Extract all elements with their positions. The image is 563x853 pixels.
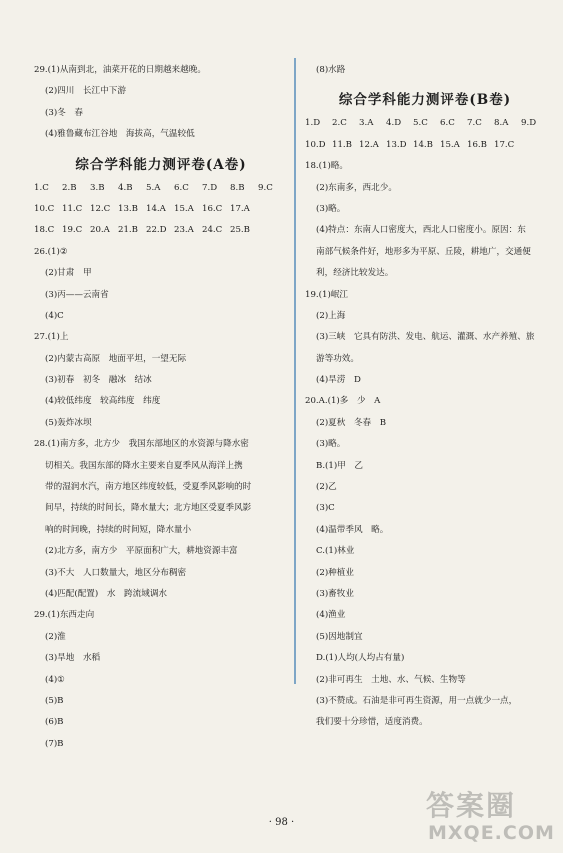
choice-answer: 16.B [467, 139, 487, 150]
choice-answer: 7.C [467, 118, 482, 129]
answer-line: (5)轰炸冰坝 [45, 417, 92, 428]
watermark-url: MXQE.COM [428, 822, 555, 844]
right-choice-answers [305, 117, 545, 160]
answer-line: (2)四川 长江中下游 [45, 86, 126, 97]
answer-line: (2)非可再生 土地、水、气候、生物等 [316, 674, 466, 685]
answer-line: (4)特点：东南人口密度大，西北人口密度小。原因：东 [316, 225, 526, 236]
choice-answer: 13.B [118, 203, 138, 214]
choice-answer-row [34, 182, 288, 203]
choice-answer: 10.D [305, 139, 326, 150]
answer-line: (2)上海 [316, 310, 346, 321]
answer-line: (3)三峡 它具有防洪、发电、航运、灌溉、水产养殖、旅 [316, 332, 535, 343]
answer-line: (4)匹配(配置) 水 跨流域调水 [45, 588, 168, 599]
choice-answer: 14.A [146, 203, 166, 214]
choice-answer: 5.C [413, 118, 428, 129]
left-written-answers [34, 246, 288, 759]
choice-answer-row [34, 203, 288, 224]
answer-line: 响的时间晚，持续的时间短，降水量小 [45, 524, 192, 535]
answer-line: 27.(1)上 [34, 332, 69, 343]
choice-answer: 3.A [359, 118, 374, 129]
choice-answer-row [34, 224, 288, 245]
answer-line: 带的湿润水汽，南方地区纬度较低，受夏季风影响的时 [45, 482, 252, 493]
answer-line: (8)水路 [316, 65, 346, 75]
right-written-answers [305, 160, 545, 738]
right-top-answers [305, 64, 545, 85]
choice-answer: 10.C [34, 203, 55, 214]
choice-answer: 16.C [202, 203, 223, 214]
choice-answer: 17.A [230, 203, 250, 214]
choice-answer: 11.C [62, 203, 83, 214]
choice-answer-row [305, 139, 545, 160]
answer-line: (6)B [45, 717, 64, 728]
answer-line: (3)C [316, 503, 335, 514]
answer-line: 18.(1)略。 [305, 161, 349, 172]
answer-line: (3)不大 人口数量大，地区分布稠密 [45, 567, 187, 578]
answer-line: 游等功效。 [316, 353, 359, 364]
left-column [34, 64, 288, 759]
section-heading-a: 综合学科能力测评卷(A卷) [75, 156, 247, 173]
choice-answer: 8.A [494, 118, 509, 129]
page-number: · 98 · [268, 817, 295, 828]
answer-line: (7)B [45, 738, 64, 749]
answer-line: 29.(1)东西走向 [34, 610, 95, 621]
choice-answer: 5.A [146, 182, 161, 193]
answer-line: (2)夏秋 冬春 B [316, 417, 387, 428]
answer-line: D.(1)人均(人均占有量) [316, 653, 405, 664]
left-top-answers [34, 64, 288, 150]
answer-line: (3)略。 [316, 439, 346, 450]
choice-answer: 20.A [90, 225, 110, 236]
choice-answer: 11.B [332, 139, 352, 150]
choice-answer: 24.C [202, 225, 223, 236]
choice-answer: 12.C [90, 203, 111, 214]
answer-line: (2)北方多，南方少 平原面积广大，耕地资源丰富 [45, 546, 238, 557]
answer-line: (4)雅鲁藏布江谷地 海拔高，气温较低 [45, 129, 195, 140]
answer-line: (2)东南多，西北少。 [316, 182, 397, 193]
answer-line: B.(1)甲 乙 [316, 460, 364, 471]
answer-line: 我们要十分珍惜，适度消费。 [316, 717, 428, 728]
choice-answer: 18.C [34, 225, 55, 236]
answer-line: (3)略。 [316, 203, 346, 214]
answer-line: (3)畜牧业 [316, 588, 354, 599]
answer-line: (5)B [45, 695, 64, 706]
answer-line: (2)淮 [45, 631, 66, 642]
answer-line: (3)旱地 水稻 [45, 653, 101, 664]
choice-answer: 6.C [440, 118, 455, 129]
choice-answer: 21.B [118, 225, 138, 236]
choice-answer: 4.B [118, 182, 133, 193]
watermark-title: 答案圈 [426, 789, 517, 822]
answer-line: 29.(1)从南到北，油菜开花的日期越来越晚。 [34, 65, 206, 75]
choice-answer: 6.C [174, 182, 189, 193]
answer-line: (4)较低纬度 较高纬度 纬度 [45, 396, 161, 407]
choice-answer-row [305, 117, 545, 138]
choice-answer: 9.C [258, 182, 273, 193]
answer-line: (2)乙 [316, 482, 337, 493]
answer-line: 20.A.(1)多 少 A [305, 396, 381, 407]
choice-answer: 2.B [62, 182, 77, 193]
answer-line: 切相关。我国东部的降水主要来自夏季风从海洋上携 [45, 460, 243, 471]
choice-answer: 19.C [62, 225, 83, 236]
choice-answer: 3.B [90, 182, 105, 193]
section-heading-b: 综合学科能力测评卷(B卷) [338, 92, 512, 109]
answer-line: 26.(1)② [34, 246, 68, 257]
answer-line: 19.(1)岷江 [305, 289, 349, 300]
choice-answer: 22.D [146, 225, 167, 236]
answer-line: (2)种植业 [316, 567, 354, 578]
choice-answer: 13.D [386, 139, 407, 150]
answer-line: 南部气候条件好，地形多为平原、丘陵，耕地广，交通便 [316, 246, 531, 257]
choice-answer: 8.B [230, 182, 245, 193]
answer-line: (3)冬 春 [45, 107, 83, 118]
answer-line: (2)内蒙古高原 地面平坦，一望无际 [45, 353, 187, 364]
answer-line: (4)① [45, 674, 65, 685]
answer-line: C.(1)林业 [316, 546, 355, 557]
left-choice-answers [34, 182, 288, 246]
choice-answer: 15.A [440, 139, 460, 150]
choice-answer: 23.A [174, 225, 194, 236]
answer-line: 利，经济比较发达。 [316, 268, 394, 279]
choice-answer: 25.B [230, 225, 250, 236]
choice-answer: 2.C [332, 118, 347, 129]
answer-line: (3)丙——云南省 [45, 289, 109, 300]
answer-line: (4)C [45, 310, 64, 321]
answer-line: (4)旱涝 D [316, 375, 361, 386]
answer-line: (2)甘肃 甲 [45, 268, 92, 279]
choice-answer: 14.B [413, 139, 433, 150]
choice-answer: 7.D [202, 182, 218, 193]
choice-answer: 1.C [34, 182, 49, 193]
answer-line: 28.(1)南方多，北方少 我国东部地区的水资源与降水密 [34, 439, 249, 450]
choice-answer: 17.C [494, 139, 515, 150]
answer-line: (4)渔业 [316, 610, 346, 621]
watermark-logo [422, 784, 560, 848]
answer-line: (3)初春 初冬 融冰 结冰 [45, 375, 152, 386]
choice-answer: 12.A [359, 139, 379, 150]
right-column [305, 64, 545, 738]
choice-answer: 15.A [174, 203, 194, 214]
column-divider [294, 58, 296, 684]
answer-line: (3)不赞成。石油是非可再生资源，用一点就少一点， [316, 695, 518, 706]
answer-line: (4)温带季风 略。 [316, 524, 389, 535]
choice-answer: 1.D [305, 118, 321, 129]
answer-line: (5)因地制宜 [316, 631, 363, 642]
answer-line: 间早，持续的时间长，降水量大；北方地区受夏季风影 [45, 503, 252, 514]
choice-answer: 9.D [521, 118, 537, 129]
choice-answer: 4.D [386, 118, 402, 129]
